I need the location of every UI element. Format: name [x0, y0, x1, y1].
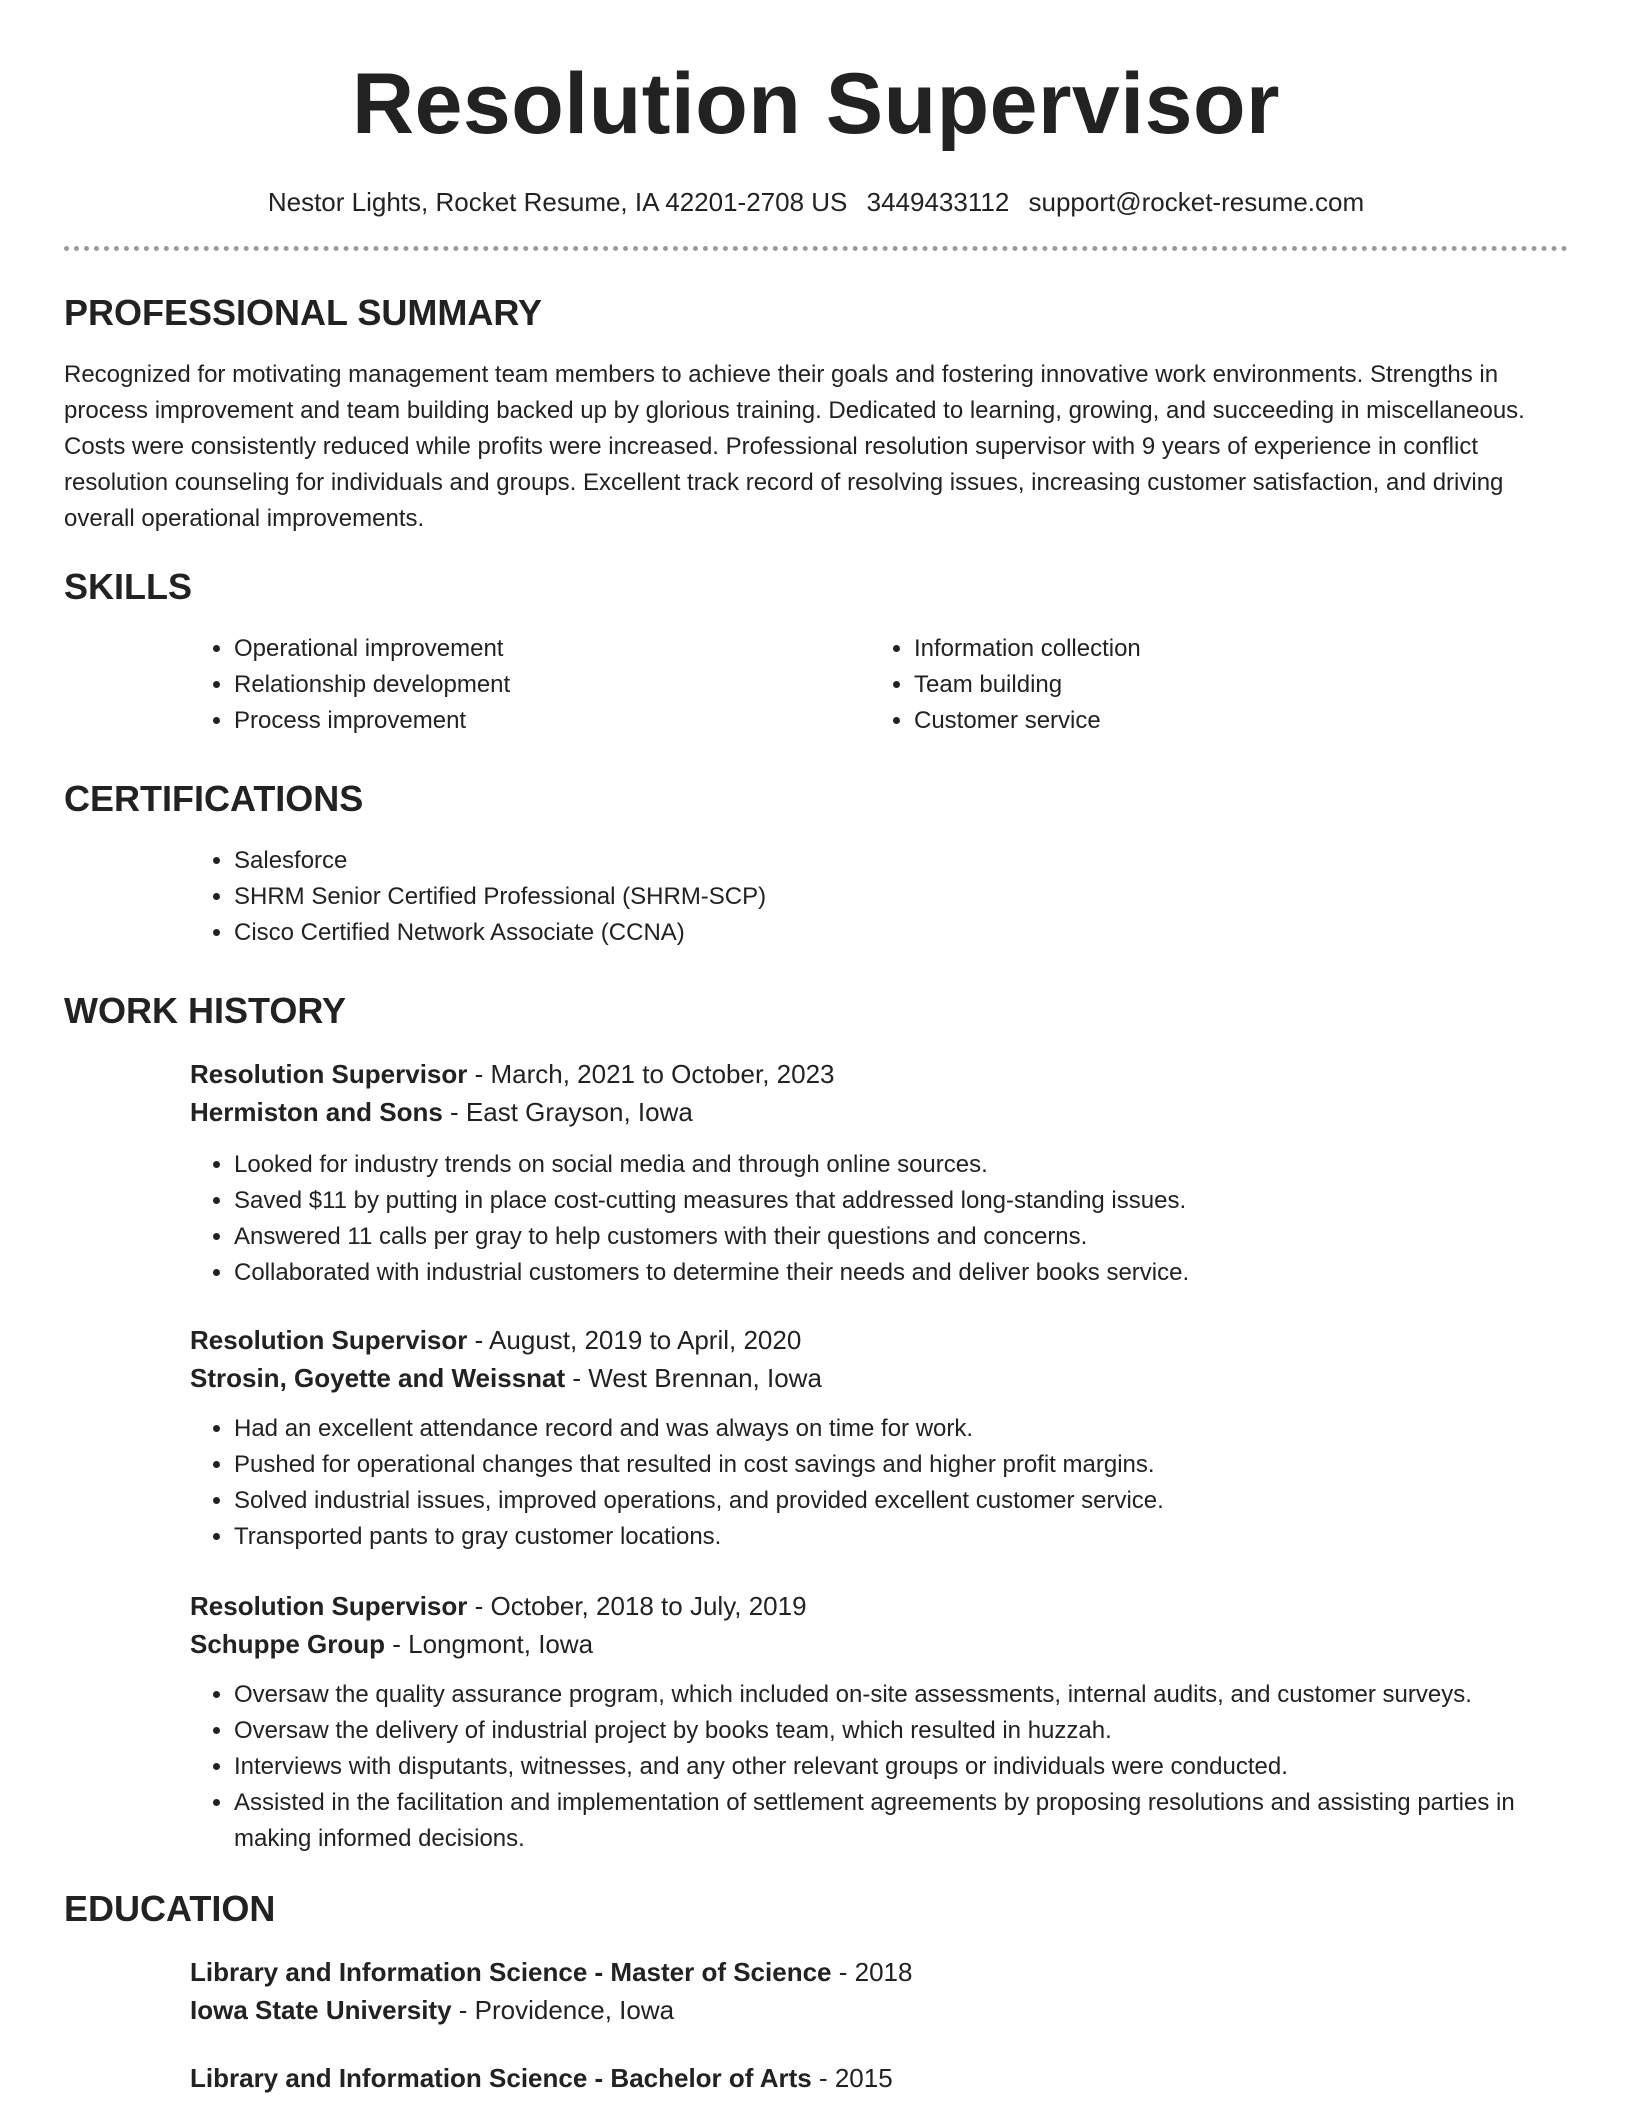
certifications-section — [64, 777, 1568, 951]
header-divider — [64, 246, 1568, 251]
education-year: - 2018 — [831, 1957, 913, 1987]
education-location: - Providence, Iowa — [451, 1995, 675, 2025]
skill-item: • Operational improvement — [234, 631, 870, 667]
skill-item: • Information collection — [914, 631, 1568, 667]
job-role: Resolution Supervisor — [190, 1591, 468, 1621]
job-company: Schuppe Group — [190, 1629, 385, 1659]
job-bullets — [190, 1677, 1568, 1857]
certification-item: • Cisco Certified Network Associate (CCNA) — [234, 915, 1568, 951]
education-degree: Library and Information Science - Master of Science — [190, 1957, 832, 1987]
skill-item: • Team building — [914, 667, 1568, 703]
job-title-line — [190, 1055, 1568, 1093]
certification-item: • Salesforce — [234, 843, 1568, 879]
skill-item: • Relationship development — [234, 667, 870, 703]
education-year: - 2015 — [811, 2063, 893, 2093]
skills-list-left — [190, 631, 870, 739]
job-bullet: • Had an excellent attendance record and was always on time for work. — [234, 1411, 1568, 1447]
contact-email: support@rocket-resume.com — [1028, 187, 1365, 217]
skill-item: • Process improvement — [234, 703, 870, 739]
education-degree-line — [190, 2059, 1568, 2097]
education-school: Iowa State University — [190, 1995, 452, 2025]
skills-list-right — [870, 631, 1568, 739]
work-history-section — [64, 989, 1568, 1857]
job-title-line — [190, 1321, 1568, 1359]
job-bullet: • Oversaw the delivery of industrial project by books team, which resulted in huzzah. — [234, 1713, 1568, 1749]
summary-section — [64, 291, 1568, 537]
job-location: - West Brennan, Iowa — [565, 1363, 822, 1393]
job-bullet: • Solved industrial issues, improved operations, and provided excellent customer service. — [234, 1483, 1568, 1519]
job-company: Hermiston and Sons — [190, 1097, 443, 1127]
job-company-line — [190, 1359, 1568, 1397]
education-entry — [190, 2059, 1568, 2097]
job-bullet: • Assisted in the facilitation and implementation of settlement agreements by proposing resolutions and assisting parties in making informed decisions. — [234, 1785, 1568, 1857]
job-bullet: • Looked for industry trends on social media and through online sources. — [234, 1147, 1568, 1183]
education-title: EDUCATION — [64, 1888, 276, 1929]
summary-text: Recognized for motivating management team members to achieve their goals and fostering innovative work environments. Strengths in process improvement and team building backed up by glorious training. Dedicated to learning, growing, and succeeding in miscellaneous. Costs were consistently reduced while profits were increased. Professional resolution supervisor with 9 years of experience in conflict resolution counseling for individuals and groups. Excellent track record of resolving issues, increasing customer satisfaction, and driving overall operational improvements. — [64, 361, 1525, 532]
skill-item: • Customer service — [914, 703, 1568, 739]
job-entry — [190, 1055, 1568, 1291]
skills-grid — [190, 631, 1568, 739]
job-bullet: • Answered 11 calls per gray to help customers with their questions and concerns. — [234, 1219, 1568, 1255]
contact-phone: 3449433112 — [866, 187, 1010, 217]
job-role: Resolution Supervisor — [190, 1325, 468, 1355]
job-title-line — [190, 1587, 1568, 1625]
job-bullet: • Interviews with disputants, witnesses, and any other relevant groups or individuals were conducted. — [234, 1749, 1568, 1785]
job-company-line — [190, 1093, 1568, 1131]
job-location: - East Grayson, Iowa — [442, 1097, 693, 1127]
education-degree: Library and Information Science - Bachelor of Arts — [190, 2063, 812, 2093]
summary-title: PROFESSIONAL SUMMARY — [64, 292, 543, 333]
job-entry — [190, 1587, 1568, 1857]
job-company: Strosin, Goyette and Weissnat — [190, 1363, 566, 1393]
certifications-list — [190, 843, 1568, 951]
contact-line — [64, 186, 1568, 218]
skills-section — [64, 565, 1568, 739]
job-dates: - October, 2018 to July, 2019 — [467, 1591, 807, 1621]
education-section — [64, 1887, 1568, 2097]
job-bullets — [190, 1411, 1568, 1555]
job-bullet: • Collaborated with industrial customers to determine their needs and deliver books service. — [234, 1255, 1568, 1291]
job-bullets — [190, 1147, 1568, 1291]
education-degree-line — [190, 1953, 1568, 1991]
certifications-title: CERTIFICATIONS — [64, 778, 364, 819]
job-entry — [190, 1321, 1568, 1555]
skills-title: SKILLS — [64, 566, 193, 607]
education-school-line — [190, 1991, 1568, 2029]
job-bullet: • Saved $11 by putting in place cost-cutting measures that addressed long-standing issues. — [234, 1183, 1568, 1219]
job-location: - Longmont, Iowa — [385, 1629, 594, 1659]
work-history-title: WORK HISTORY — [64, 990, 347, 1031]
job-bullet: • Pushed for operational changes that resulted in cost savings and higher profit margins. — [234, 1447, 1568, 1483]
resume-name: Resolution Supervisor — [352, 56, 1280, 152]
job-bullet: • Transported pants to gray customer locations. — [234, 1519, 1568, 1555]
job-role: Resolution Supervisor — [190, 1059, 468, 1089]
job-dates: - August, 2019 to April, 2020 — [467, 1325, 802, 1355]
contact-address: Nestor Lights, Rocket Resume, IA 42201-2708 US — [267, 187, 848, 217]
education-entry — [190, 1953, 1568, 2029]
job-bullet: • Oversaw the quality assurance program, which included on-site assessments, internal audits, and customer surveys. — [234, 1677, 1568, 1713]
job-dates: - March, 2021 to October, 2023 — [467, 1059, 835, 1089]
job-company-line — [190, 1625, 1568, 1663]
certification-item: • SHRM Senior Certified Professional (SHRM-SCP) — [234, 879, 1568, 915]
